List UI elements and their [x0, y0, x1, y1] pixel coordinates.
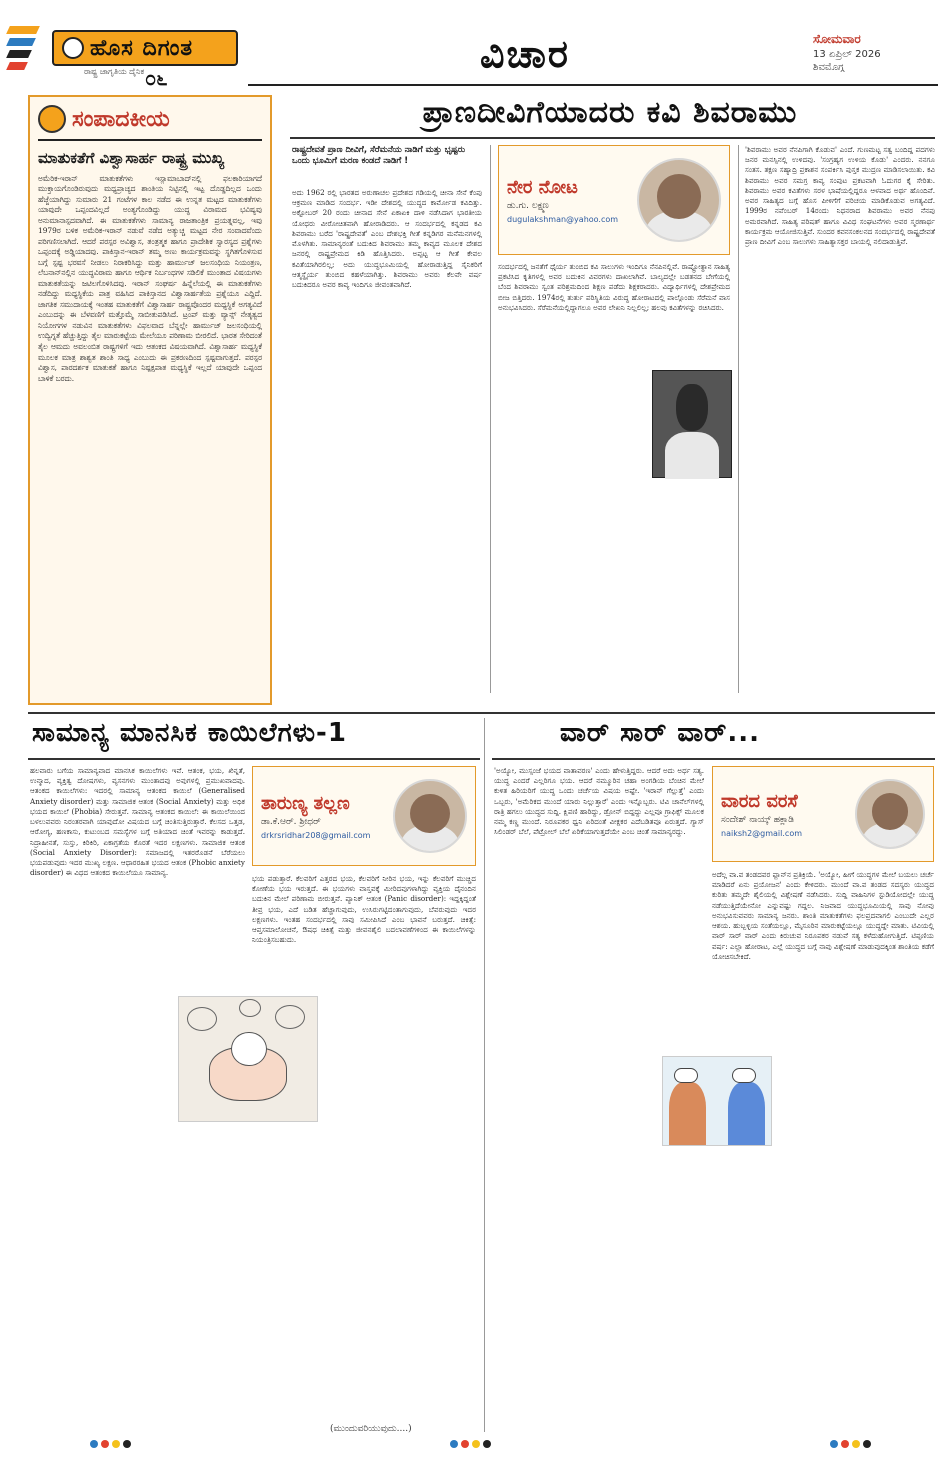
war-article-col-2: ಅದೆಲ್ಲ ವಾ.ವ ತಂಡದವರ ಫ್ಲಾನ್‌ನ ಪ್ರತಿಕ್ರಿಯೆ. 'ಅಯ್ಯೋ, ಹೀಗೆ ಯುದ್ಧಗಳ ಮೇಲೆ ಬಯಲು ಚರ್ಚೆ ಮಾಡಿದರೆ ಏನು ಪ್ರಯೋಜನ' ಎಂದು ಕೇಳಿದರು. ಮುಂದೆ ವಾ.ವ ತಂಡದ ಸದಸ್ಯರು ಯುದ್ಧದ ಕುರಿತು ತಮ್ಮದೇ ಶೈಲಿಯಲ್ಲಿ ವಿಶ್ಲೇಷಣೆ ನಡೆಸಿದರು. ಸುದ್ದಿ ವಾಹಿನಿಗಳ ಸ್ಟುಡಿಯೋದಲ್ಲೇ ಯುದ್ಧ ನಡೆಯುತ್ತಿದೆಯೇನೋ ಎನ್ನುವಷ್ಟು ಗದ್ದಲ. ನಿಜವಾದ ಯುದ್ಧಭೂಮಿಯಲ್ಲಿ ಸಾವು ನೋವು ಅನುಭವಿಸುವವರು ಸಾಮಾನ್ಯ ಜನರು. ಶಾಂತಿ ಮಾತುಕತೆಗಳು ಫಲಪ್ರದವಾಗಲಿ ಎಂಬುದೇ ಎಲ್ಲರ ಆಶಯ. ಹುಬ್ಬಳ್ಳಿಯ ಸಂತೆಯಲ್ಲೂ, ಮೈಸೂರಿನ ಮಾರುಕಟ್ಟೆಯಲ್ಲೂ ಯುದ್ಧದ್ದೇ ಮಾತು. ಟಿವಿಯಲ್ಲಿ ವಾರ್ ಸಾರ್ ವಾರ್ ಎಂದು ಕಿರುಚುವ ನಿರೂಪಕರ ನಡುವೆ ಸತ್ಯ ಕಳೆದುಹೋಗುತ್ತಿದೆ. ಟಿಪ್ಪಣಿಯ ವರ್ಷ: ಎಲ್ಲಾ ಹೋರಾಟ, ಎಲ್ಲೆ ಯುದ್ಧದ ಬಗ್ಗೆ ನಾವು ವಿಶ್ಲೇಷಣೆ ಮಾಡುವುದಕ್ಕಿಂತ ಶಾಂತಿಯ ಕಡೆಗೆ ಯೋಚಿಸಬೇಕಿದೆ. — [712, 870, 934, 961]
author-name: ಡಾ.ಕೆ.ಆರ್. ಶ್ರೀಧರ್ — [261, 816, 321, 827]
health-article-headline: ಸಾಮಾನ್ಯ ಮಾನಸಿಕ ಕಾಯಿಲೆಗಳು-1 — [32, 718, 347, 748]
date-date: 13 ಏಪ್ರಿಲ್ 2026 — [813, 49, 881, 60]
color-dot — [841, 1440, 849, 1448]
column-label: ನೇರ ನೋಟ — [507, 176, 578, 198]
author-email: drkrsridhar208@gmail.com — [261, 830, 371, 840]
war-article-col-1: 'ಅಯ್ಯೋ, ಮುಸ್ಸಂಜೆ ಭಯದ ವಾತಾವರಣ' ಎಂದು ಹೇಳುತ್ತಿದ್ದರು. ಆದರೆ ಅದು ಅರ್ಧ ಸತ್ಯ. ಯುದ್ಧ ಎಂದರೆ ಎಲ್ಲರಿಗೂ ಭಯ. ಆದರೆ ನಮ್ಮೂರಿನ ಚಹಾ ಅಂಗಡಿಯ ಬೆಂಚಿನ ಮೇಲೆ ಕುಳಿತ ಹಿರಿಯರಿಗೆ ಯುದ್ಧ ಒಂದು ಚರ್ಚೆಯ ವಿಷಯ ಅಷ್ಟೇ. 'ಇರಾನ್ ಗೆಲ್ಲುತ್ತೆ' ಎಂದು ಒಬ್ಬರು, 'ಅಮೆರಿಕದ ಮುಂದೆ ಯಾರು ನಿಲ್ಲುತ್ತಾರೆ' ಎಂದು ಇನ್ನೊಬ್ಬರು. ಟಿವಿ ಚಾನೆಲ್‌ಗಳಲ್ಲಿ ರಾತ್ರಿ ಹಗಲು ಯುದ್ಧದ ಸುದ್ದಿ. ಕ್ಷಿಪಣಿ ಹಾರಿದ್ದು, ಡ್ರೋನ್ ಬಿದ್ದದ್ದು ಎಲ್ಲವೂ ಗ್ರಾಫಿಕ್ಸ್ ಮೂಲಕ ನಮ್ಮ ಕಣ್ಣ ಮುಂದೆ. ನಿರೂಪಕರ ಧ್ವನಿ ಏರಿದಂತೆ ವೀಕ್ಷಕರ ಎದೆಬಡಿತವೂ ಏರುತ್ತದೆ. ಗ್ಯಾಸ್ ಸಿಲಿಂಡರ್ ಬೆಲೆ, ಪೆಟ್ರೋಲ್ ಬೆಲೆ ಏರಿಕೆಯಾಗುತ್ತದೆಯೇ ಎಂಬ ಚಿಂತೆ ಸಾಮಾನ್ಯರದ್ದು. — [494, 766, 704, 837]
page-number: ೦೬ — [145, 66, 168, 90]
headline-rule — [28, 758, 480, 760]
main-article-col-1: ಅದು 1962 ರಲ್ಲಿ ಭಾರತದ ಅರುಣಾಚಲ ಪ್ರದೇಶದ ಗಡಿಯಲ್ಲಿ ಚೀನಾ ಸೇನೆ ಕೆಂಪು ಆಕ್ರಮಣ ಮಾಡಿದ ಸಂದರ್ಭ. ಇಡೀ ದೇಶದಲ್ಲಿ ಯುದ್ಧದ ಕಾರ್ಮೋಡ ಕವಿದಿತ್ತು. ಅಕ್ಟೋಬರ್ 20 ರಂದು ಚೀನಾದ ಸೇನೆ ಏಕಾಏಕಿ ದಾಳಿ ನಡೆಸಿದಾಗ ಭಾರತೀಯ ಯೋಧರು ವೀರೋಚಿತವಾಗಿ ಹೋರಾಡಿದರು. ಆ ಸಂದರ್ಭದಲ್ಲಿ ಕನ್ನಡದ ಕವಿ ಶಿವರಾಮು ಬರೆದ 'ರಾಷ್ಟ್ರದೇವತೆ' ಎಂಬ ದೇಶಭಕ್ತಿ ಗೀತೆ ಕನ್ನಡಿಗರ ಮನೆಮನಗಳಲ್ಲಿ ಮೊಳಗಿತು. ಸಾಮಾನ್ಯರಂತೆ ಬದುಕಿದ ಶಿವರಾಮು ತಮ್ಮ ಕಾವ್ಯದ ಮೂಲಕ ದೇಶದ ಜನರಲ್ಲಿ ರಾಷ್ಟ್ರಪ್ರೇಮದ ಕಿಡಿ ಹೊತ್ತಿಸಿದರು. ಅಪ್ಪಟ್ಟ ಆ ಗೀತೆ ಕೇವಲ ಕವಿತೆಯಾಗಿರಲಿಲ್ಲ; ಅದು ಯುದ್ಧಭೂಮಿಯಲ್ಲಿ ಹೋರಾಡುತ್ತಿದ್ದ ಸೈನಿಕರಿಗೆ ಆತ್ಮಸ್ಥೈರ್ಯ ತುಂಬಿದ ಕಹಳೆಯಾಗಿತ್ತು. ಶಿವರಾಮು ಅವರು ಕೆಲವೇ ವರ್ಷ ಬದುಕಿದರೂ ಅವರ ಕಾವ್ಯ ಇಂದಿಗೂ ಜೀವಂತವಾಗಿದೆ. — [292, 188, 482, 289]
health-article-col-2: ಭಯ ಪಡುತ್ತಾರೆ. ಕೆಲವರಿಗೆ ಎತ್ತರದ ಭಯ, ಕೆಲವರಿಗೆ ನೀರಿನ ಭಯ, ಇನ್ನು ಕೆಲವರಿಗೆ ಮುಚ್ಚಿದ ಕೋಣೆಯ ಭಯ ಇರುತ್ತದೆ. ಈ ಭಯಗಳು ವಾಸ್ತವಕ್ಕೆ ಮೀರಿದವುಗಳಾಗಿದ್ದು ವ್ಯಕ್ತಿಯ ದೈನಂದಿನ ಬದುಕಿನ ಮೇಲೆ ಪರಿಣಾಮ ಬೀರುತ್ತವೆ. ಪ್ಯಾನಿಕ್ ಆತಂಕ (Panic disorder): ಇದ್ದಕ್ಕಿದ್ದಂತೆ ತೀವ್ರ ಭಯ, ಎದೆ ಬಡಿತ ಹೆಚ್ಚಾಗುವುದು, ಉಸಿರುಗಟ್ಟಿದಂತಾಗುವುದು, ಬೆವರುವುದು ಇದರ ಲಕ್ಷಣಗಳು. ಇಂತಹ ಸಂದರ್ಭದಲ್ಲಿ ಸಾವು ಸಮೀಪಿಸಿದೆ ಎಂಬ ಭಾವನೆ ಬರುತ್ತದೆ. ಚಿಕಿತ್ಸೆ: ಆಪ್ತಸಮಾಲೋಚನೆ, ಔಷಧ ಚಿಕಿತ್ಸೆ ಮತ್ತು ಜೀವನಶೈಲಿ ಬದಲಾವಣೆಗಳಿಂದ ಈ ಕಾಯಿಲೆಗಳನ್ನು ನಿಯಂತ್ರಿಸಬಹುದು. — [252, 874, 476, 945]
color-dot — [852, 1440, 860, 1448]
column-divider — [490, 145, 491, 693]
war-article-headline: ವಾರ್ ಸಾರ್ ವಾರ್... — [560, 718, 760, 748]
color-dot — [450, 1440, 458, 1448]
main-article-col-2: ಸಂದರ್ಭದಲ್ಲಿ ಜನತೆಗೆ ಧೈರ್ಯ ತುಂಬಿದ ಕವಿ ಸಾಲುಗಳು ಇಂದಿಗೂ ನೆನಪಿನಲ್ಲಿವೆ. ರಾಷ್ಟ್ರೋತ್ಥಾನ ಸಾಹಿತ್ಯ ಪ್ರಕಟಿಸಿದ ಕೃತಿಗಳಲ್ಲಿ ಅವರ ಬದುಕಿನ ವಿವರಗಳು ದಾಖಲಾಗಿವೆ. ಬಾಲ್ಯದಲ್ಲೇ ಬಡತನದ ಬೇಗೆಯಲ್ಲಿ ಬೆಂದ ಶಿವರಾಮು ಸ್ವಂತ ಪರಿಶ್ರಮದಿಂದ ಶಿಕ್ಷಣ ಪಡೆದು ಶಿಕ್ಷಕರಾದರು. ವಿದ್ಯಾರ್ಥಿಗಳಲ್ಲಿ ದೇಶಪ್ರೇಮದ ಬೀಜ ಬಿತ್ತಿದರು. 1974ರಲ್ಲಿ ತುರ್ತು ಪರಿಸ್ಥಿತಿಯ ವಿರುದ್ಧ ಹೋರಾಟದಲ್ಲಿ ಪಾಲ್ಗೊಂಡು ಸೆರೆಮನೆ ವಾಸ ಅನುಭವಿಸಿದರು. ಸೆರೆಮನೆಯಲ್ಲಿದ್ದಾಗಲೂ ಅವರ ಲೇಖನಿ ನಿಲ್ಲಲಿಲ್ಲ; ಹಲವು ಕವಿತೆಗಳನ್ನು ರಚಿಸಿದರು. — [498, 262, 730, 312]
color-dot — [123, 1440, 131, 1448]
author-box-main — [498, 145, 730, 255]
author-name: ಸಂದೇಶ್ ನಾಯ್ಕ್ ಹಕ್ಲಾಡಿ — [721, 814, 794, 825]
author-photo — [393, 779, 467, 853]
color-dot — [863, 1440, 871, 1448]
editorial-header — [38, 105, 262, 141]
color-dot — [112, 1440, 120, 1448]
column-label: ತಾರುಣ್ಯ ತಲ್ಲಣ — [261, 792, 350, 814]
color-dot — [483, 1440, 491, 1448]
logo-text: ಹೊಸ ದಿಗಂತ — [90, 35, 194, 61]
continued-note: (ಮುಂದುವರಿಯುವುದು....) — [330, 1424, 412, 1434]
logo-emblem-icon — [62, 37, 84, 59]
main-article-headline: ಪ್ರಾಣದೀವಿಗೆಯಾದರು ಕವಿ ಶಿವರಾಮು — [422, 95, 798, 130]
editorial-box — [28, 95, 272, 705]
section-rule — [28, 712, 935, 714]
author-box-war — [712, 766, 934, 862]
poet-portrait-photo — [652, 370, 732, 478]
editorial-emblem-icon — [38, 105, 66, 133]
logo-stripes-icon — [8, 26, 44, 76]
column-label: ವಾರದ ವರಸೆ — [721, 790, 798, 812]
author-name: ಡು.ಗು. ಲಕ್ಷ್ಮಣ — [507, 200, 549, 211]
headline-rule — [290, 137, 935, 139]
newspaper-logo — [52, 30, 238, 66]
registration-dots-left — [90, 1440, 131, 1448]
logo-tagline: ರಾಷ್ಟ್ರ ಜಾಗೃತಿಯ ದೈನಿಕ — [84, 67, 145, 76]
date-city: ಶಿವಮೊಗ್ಗ — [813, 62, 845, 73]
registration-dots-center — [450, 1440, 491, 1448]
author-photo — [637, 158, 721, 242]
editorial-label: ಸಂಪಾದಕೀಯ — [72, 106, 170, 132]
date-block — [813, 32, 933, 73]
date-day: ಸೋಮವಾರ — [813, 32, 861, 46]
author-photo — [855, 779, 925, 849]
color-dot — [90, 1440, 98, 1448]
color-dot — [830, 1440, 838, 1448]
masthead-rule — [248, 84, 938, 86]
color-dot — [472, 1440, 480, 1448]
column-divider — [484, 718, 485, 1432]
color-dot — [101, 1440, 109, 1448]
author-email: dugulakshman@yahoo.com — [507, 214, 619, 224]
masthead — [0, 0, 945, 92]
color-dot — [461, 1440, 469, 1448]
registration-dots-right — [830, 1440, 871, 1448]
editorial-body: ಅಮೆರಿಕ-ಇರಾನ್ ಮಾತುಕತೆಗಳು ಇಸ್ಲಾಮಾಬಾದ್‌ನಲ್ಲಿ ಫಲಕಾರಿಯಾಗದೆ ಮುಕ್ತಾಯಗೊಂಡಿರುವುದು ಮಧ್ಯಪ್ರಾಚ್ಯದ ಶಾಂತಿಯ ನಿಟ್ಟಿನಲ್ಲಿ ಇಟ್ಟ ದೊಡ್ಡದಿಲ್ಲದ ಒಂದು ಹೆಜ್ಜೆಯಾಗಿದ್ದು ಸುಮಾರು 21 ಗಂಟೆಗಳ ಕಾಲ ನಡೆದ ಈ ಉನ್ನತ ಮಟ್ಟದ ಮಾತುಕತೆಗಳು ಯಾವುದೇ ಒಪ್ಪಂದವಿಲ್ಲದೆ ಅಂತ್ಯಗೊಂಡಿದ್ದು ಯುದ್ಧ ವಿರಾಮದ ಭವಿಷ್ಯವು ಅನುಮಾನಾಸ್ಪದವಾಗಿದೆ. ಈ ಮಾತುಕತೆಗಳು ಸಾಮಾನ್ಯ ರಾಜತಾಂತ್ರಿಕ ಪ್ರಯತ್ನವಲ್ಲ, ಇವು 1979ರ ಬಳಿಕ ಅಮೆರಿಕ-ಇರಾನ್ ನಡುವೆ ನಡೆದ ಅತ್ಯುಚ್ಚ ಮಟ್ಟದ ನೇರ ಸಂವಾದವೆಂದು ಪರಿಗಣಿಸಲಾಗಿದೆ. ಆದರೆ ಪರಸ್ಪರ ಅವಿಶ್ವಾಸ, ತಂತ್ರತ್ಮಕ ಹಾಗೂ ಪ್ರಾದೇಶಿಕ ಸ್ವಾರಸ್ಯದ ಪ್ರಶ್ನೆಗಳು ಒಪ್ಪಂದಕ್ಕೆ ಅಡ್ಡಿಯಾದವು. ಪಾಕಿಸ್ತಾನ-ಇರಾನ್ ತಮ್ಮ ಅಣು ಕಾರ್ಯಕ್ರಮವನ್ನು ಸ್ಥಗಿತಗೊಳಿಸುವ ಬಗ್ಗೆ ಸ್ಪಷ್ಟ ಭರವಸೆ ನೀಡಲು ನಿರಾಕರಿಸಿದ್ದು ಮತ್ತು ಹಾರ್ಮುಜ್ ಜಲಸಂಧಿಯ ನಿಯಂತ್ರಣ, ಲೆಬನಾನ್‌ನಲ್ಲಿನ ಯುದ್ಧವಿರಾಮ ಹಾಗೂ ಆರ್ಥಿಕ ನಿರ್ಬಂಧಗಳ ಸಡಿಲಿಕೆ ಮುಂತಾದ ವಿಷಯಗಳು ಮಾತುಕತೆಯನ್ನು ಜಟಿಲಗೊಳಿಸಿದವು. ಇರಾನ್ ಸಂಘರ್ಷ ಹಿನ್ನೆಲೆಯಲ್ಲಿ ಈ ಮಾತುಕತೆಗಳು ನಡೆದಿದ್ದು ಮಧ್ಯಸ್ಥಿಕೆಯ ಪಾತ್ರ ವಹಿಸಿದ ಪಾಕಿಸ್ತಾನದ ವಿಶ್ವಾಸಾರ್ಹತೆಯ ಪ್ರಶ್ನೆಯೂ ಎದ್ದಿದೆ. ಜಾಗತಿಕ ಸಮುದಾಯಕ್ಕೆ ಇಂತಹ ಮಾತುಕತೆಗೆ ವಿಶ್ವಾಸಾರ್ಹ ರಾಷ್ಟ್ರವೊಂದರ ಮಧ್ಯಸ್ಥಿಕೆ ಅಗತ್ಯವಿದೆ ಎಂಬುದನ್ನು ಈ ಬೆಳವಣಿಗೆ ಮತ್ತೊಮ್ಮೆ ಸಾಬೀತುಪಡಿಸಿದೆ. ಟ್ರಂಪ್ ಮತ್ತು ವ್ಯಾನ್ಸ್ ನೇತೃತ್ವದ ನಿಯೋಗಗಳ ನಡುವಿನ ಮಾತುಕತೆಗಳು ವಿಫಲವಾದ ಬೆನ್ನಲ್ಲೇ ಹಾರ್ಮುಜ್ ಜಲಸಂಧಿಯಲ್ಲಿ ಉದ್ವಿಗ್ನತೆ ಹೆಚ್ಚುತ್ತಿದ್ದು ತೈಲ ಮಾರುಕಟ್ಟೆಯ ಮೇಲೆಯೂ ಪರಿಣಾಮ ಬೀರಲಿದೆ. ಭಾರತ ಸೇರಿದಂತೆ ತೈಲ ಆಮದು ಅವಲಂಬಿತ ರಾಷ್ಟ್ರಗಳಿಗೆ ಇದು ಆತಂಕದ ವಿಷಯವಾಗಿದೆ. ವಿಶ್ವಾಸಾರ್ಹ ಮಧ್ಯಸ್ಥಿಕೆ ಮೂಲಕ ಮಾತ್ರ ಶಾಶ್ವತ ಶಾಂತಿ ಸಾಧ್ಯ ಎಂಬುದು ಈ ಪ್ರಕರಣದಿಂದ ಸ್ಪಷ್ಟವಾಗುತ್ತದೆ. ಪರಸ್ಪರ ವಿಶ್ವಾಸ, ಪಾರದರ್ಶಕ ಮಾತುಕತೆ ಹಾಗೂ ನಿಷ್ಪಕ್ಷಪಾತ ಮಧ್ಯಸ್ಥಿಕೆ ಇಲ್ಲದೆ ಯಾವುದೇ ಒಪ್ಪಂದ ಬಾಳಿಕೆ ಬರದು. — [38, 173, 262, 383]
section-title: ವಿಚಾರ — [480, 32, 570, 76]
headline-rule — [492, 758, 935, 760]
column-divider — [738, 145, 739, 693]
main-article-col-3: 'ಶಿವರಾಮು ಅವರ ನೆನಪಿಗಾಗಿ ಕೊಡುವ' ಎಂದೆ. ಗುಣಮಟ್ಟ ಸತ್ವ ಬಂದಿದ್ದ ಪದಗಳು ಜನರ ಮನಸ್ಸಿನಲ್ಲಿ ಉಳಿದವು. 'ಸಂಗ್ರಹ್ಯಗ ಉಳಿಯ ಕೊಡು' ಎಂದರು. ನನಗೂ ಸಂತಸ. ತಕ್ಷಣ ಸಹ್ಯಾದ್ರಿ ಪ್ರಕಾಶನ ಸಂಪರ್ಕಿಸಿ ಪುಸ್ತಕ ಮುದ್ರಣ ಮಾಡಿಸಲಾಯಿತು. ಕವಿ ಶಿವರಾಮು ಅವರ ಸಮಗ್ರ ಕಾವ್ಯ ಸಂಪುಟ ಪ್ರಕಟವಾಗಿ ಓದುಗರ ಕೈ ಸೇರಿತು. ಶಿವರಾಮು ಅವರ ಕವಿತೆಗಳು ಸರಳ ಭಾಷೆಯಲ್ಲಿದ್ದರೂ ಆಳವಾದ ಅರ್ಥ ಹೊಂದಿವೆ. ಅವರ ಸಾಹಿತ್ಯದ ಬಗ್ಗೆ ಹೊಸ ಪೀಳಿಗೆಗೆ ಪರಿಚಯ ಮಾಡಿಕೊಡುವ ಅಗತ್ಯವಿದೆ. 1999ರ ನವೆಂಬರ್ 14ರಂದು ನಿಧನರಾದ ಶಿವರಾಮು ಅವರ ನೆನಪು ಅಮರವಾಗಿದೆ. ಸಾಹಿತ್ಯ ಪರಿಷತ್ ಹಾಗೂ ವಿವಿಧ ಸಂಘಟನೆಗಳು ಅವರ ಸ್ಮರಣಾರ್ಥ ಕಾರ್ಯಕ್ರಮ ಆಯೋಜಿಸುತ್ತಿವೆ. ಸುಂದರ ಕವನಸಂಕಲನದ ಸಂದರ್ಭದಲ್ಲಿ ರಾಷ್ಟ್ರದೇವತೆ ಪ್ರಾಣ ದೀವಿಗೆ ಎಂಬ ಸಾಲುಗಳು ಸಾಹಿತ್ಯಾಸಕ್ತರ ಬಾಯಲ್ಲಿ ನಲಿದಾಡುತ್ತಿವೆ. — [745, 145, 935, 246]
main-article-subhead: ರಾಷ್ಟ್ರದೇವತೆ ಪ್ರಾಣ ದೀವಿಗೆ, ಸೆರೆಮನೆಯ ನಾಡಿಗೆ ಮತ್ತು ಭೃಷ್ಟರು ಒಂದು ಭೂಮಿಗೆ ಮರಣ ಕಂಡದೆ ನಾಡಿಗೆ ! — [292, 145, 466, 167]
health-article-col-1: ಹಲವಾರು ಬಗೆಯ ಸಾಮಾನ್ಯವಾದ ಮಾನಸಿಕ ಕಾಯಿಲೆಗಳು ಇವೆ. ಆತಂಕ, ಭಯ, ಖಿನ್ನತೆ, ಉನ್ಮಾದ, ವ್ಯಕ್ತಿತ್ವ ದೋಷಗಳು, ವ್ಯಸನಗಳು ಮುಂತಾದವು ಅವುಗಳಲ್ಲಿ ಪ್ರಮುಖವಾದವು. ಆತಂಕದ ಕಾಯಿಲೆಗಳು: ಇದರಲ್ಲಿ ಸಾಮಾನ್ಯ ಆತಂಕದ ಕಾಯಿಲೆ (Generalised Anxiety disorder) ಮತ್ತು ಸಾಮಾಜಿಕ ಆತಂಕ (Social Anxiety) ಮತ್ತು ಅಧಿಕ ಭಯದ ಕಾಯಿಲೆ (Phobia) ಸೇರುತ್ತವೆ. ಸಾಮಾನ್ಯ ಆತಂಕದ ಕಾಯಿಲೆ: ಈ ಕಾಯಿಲೆಯಿಂದ ಬಳಲುವವರು ನಿರಂತರವಾಗಿ ಯಾವುದೋ ವಿಷಯದ ಬಗ್ಗೆ ಚಿಂತಿಸುತ್ತಿರುತ್ತಾರೆ. ಕೆಲಸದ ಒತ್ತಡ, ಆರೋಗ್ಯ, ಹಣಕಾಸು, ಕುಟುಂಬದ ಸಮಸ್ಯೆಗಳ ಬಗ್ಗೆ ಅತಿಯಾದ ಚಿಂತೆ ಇವರನ್ನು ಕಾಡುತ್ತದೆ. ನಿದ್ರಾಹೀನತೆ, ಸುಸ್ತು, ಕಿರಿಕಿರಿ, ಏಕಾಗ್ರತೆಯ ಕೊರತೆ ಇದರ ಲಕ್ಷಣಗಳು. ಸಾಮಾಜಿಕ ಆತಂಕ (Social Anxiety Disorder): ಸಮಾಜದಲ್ಲಿ ಇತರರೊಡನೆ ಬೆರೆಯಲು ಭಯಪಡುವುದು ಇದರ ಮುಖ್ಯ ಲಕ್ಷಣ. ಆಧಾರರಹಿತ ಭಯದ ಆತಂಕ (Phobic anxiety disorder) ಈ ವಿಧದ ಆತಂಕದ ಕಾಯಿಲೆಯೂ ಸಾಮಾನ್ಯ. — [30, 766, 245, 878]
editorial-title: ಮಾತುಕತೆಗೆ ವಿಶ್ವಾಸಾರ್ಹ ರಾಷ್ಟ್ರ ಮುಖ್ಯ — [38, 149, 225, 167]
author-email: naiksh2@gmail.com — [721, 828, 803, 838]
author-box-health — [252, 766, 476, 866]
